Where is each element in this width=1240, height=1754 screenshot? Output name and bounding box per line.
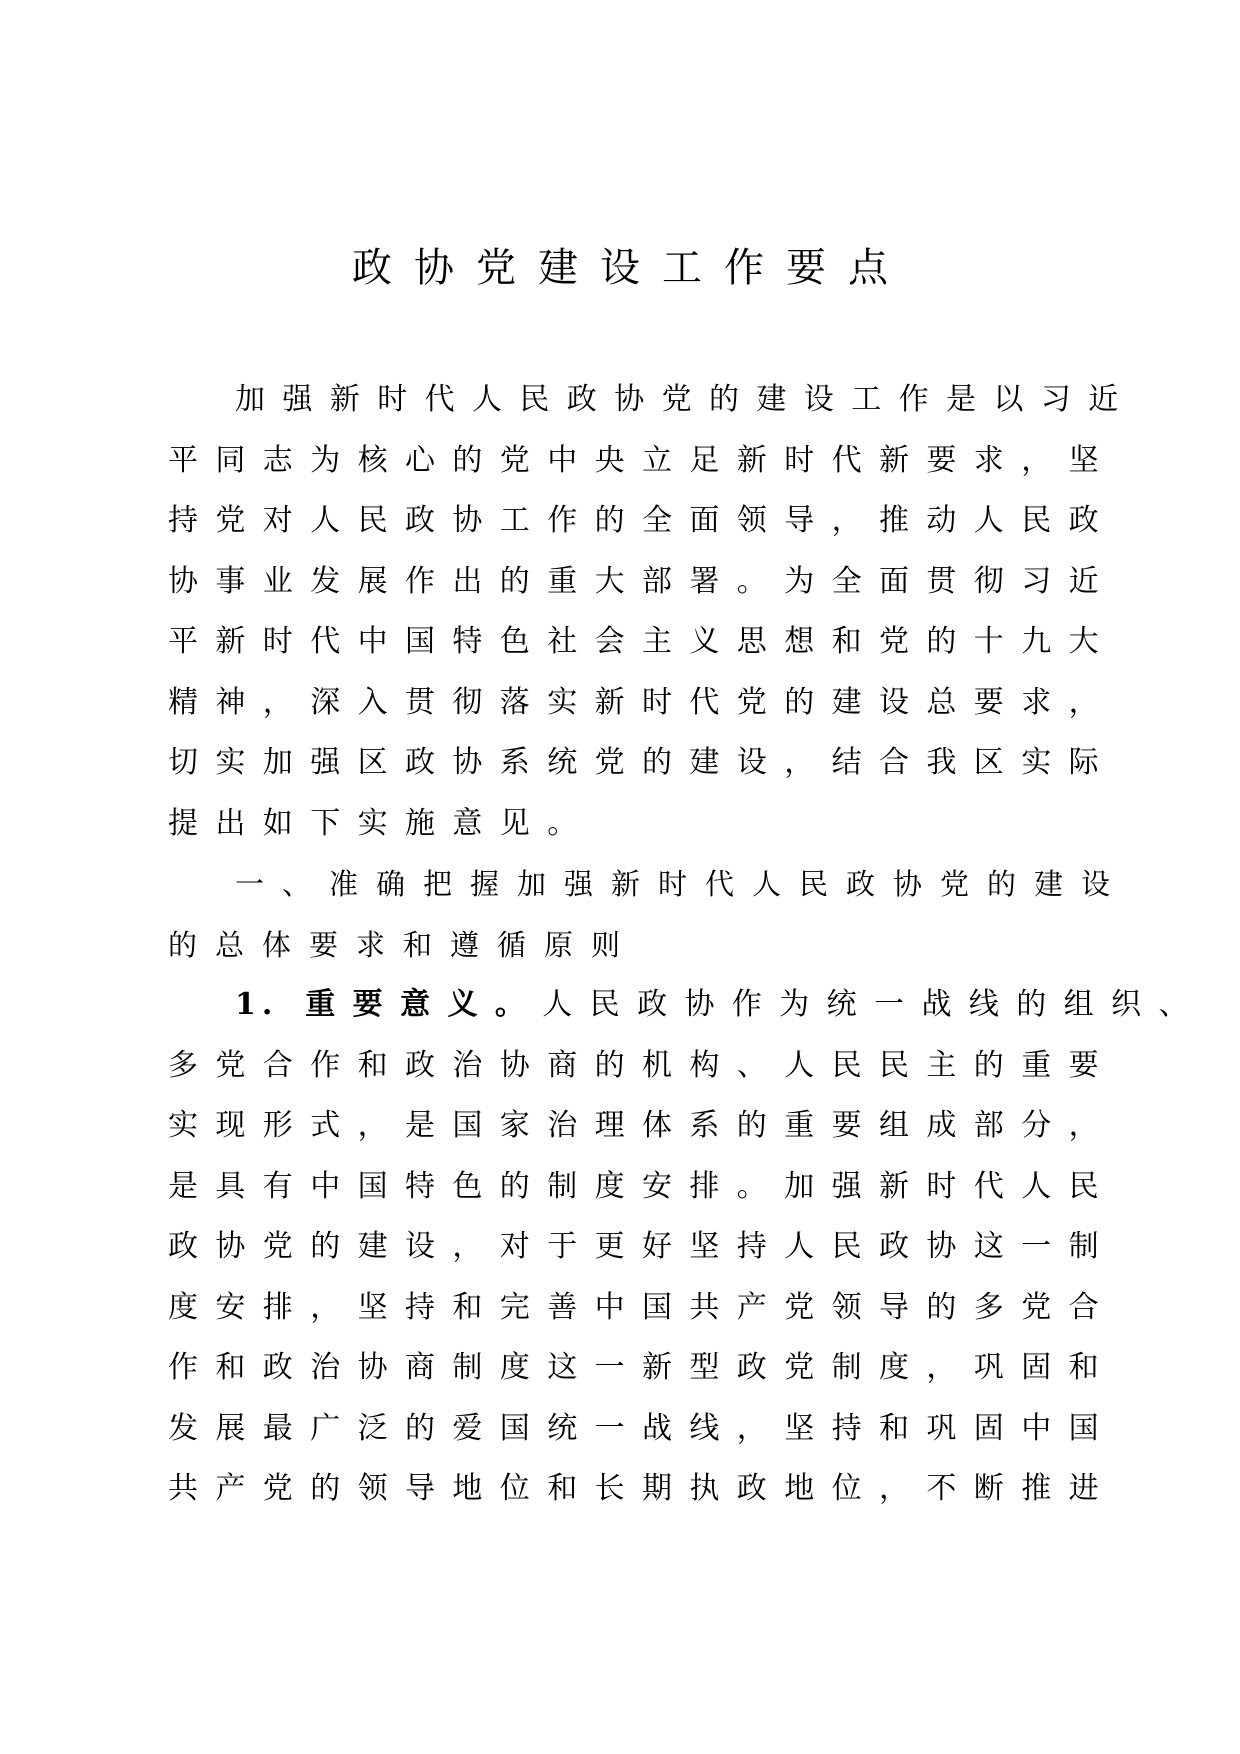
paragraph-line: 加强新时代人民政协党的建设工作是以习近: [235, 382, 1136, 417]
paragraph-line: 政协党的建设，对于更好坚持人民政协这一制: [168, 1229, 1116, 1264]
paragraph-line: 作和政治协商制度这一新型政党制度，巩固和: [168, 1350, 1116, 1385]
paragraph-line: 提出如下实施意见。: [168, 805, 595, 841]
paragraph-line: 持党对人民政协工作的全面领导，推动人民政: [168, 503, 1116, 538]
subsection-number: 1.: [235, 987, 279, 1022]
paragraph-line: 度安排，坚持和完善中国共产党领导的多党合: [168, 1289, 1116, 1325]
document-title: 政协党建设工作要点: [352, 245, 910, 291]
paragraph-line: 发展最广泛的爱国统一战线，坚持和巩固中国: [168, 1410, 1116, 1446]
paragraph-line: 协事业发展作出的重大部署。为全面贯彻习近: [168, 563, 1116, 599]
paragraph-line: 是具有中国特色的制度安排。加强新时代人民: [168, 1168, 1116, 1204]
subsection-text: 人民政协作为统一战线的组织、: [542, 987, 1206, 1022]
intro-paragraph: [168, 370, 1136, 854]
subsection-paragraph: [168, 975, 1206, 1520]
subsection-heading: 重要意义。: [305, 987, 543, 1022]
paragraph-line: 精神，深入贯彻落实新时代党的建设总要求，: [168, 684, 1116, 720]
paragraph-line: 平新时代中国特色社会主义思想和党的十九大: [168, 624, 1116, 659]
section-heading-line: 一、准确把握加强新时代人民政协党的建设: [235, 867, 1129, 901]
paragraph-line: 平同志为核心的党中央立足新时代新要求，坚: [168, 442, 1116, 478]
paragraph-line: 实现形式，是国家治理体系的重要组成部分，: [168, 1108, 1116, 1143]
paragraph-line: 共产党的领导地位和长期执政地位，不断推进: [168, 1471, 1116, 1506]
paragraph-line: 切实加强区政协系统党的建设，结合我区实际: [168, 745, 1116, 780]
section-heading: [168, 854, 1129, 975]
subsection-first-line: [168, 975, 1206, 1036]
section-heading-line: 的总体要求和遵循原则: [168, 927, 639, 962]
paragraph-line: 多党合作和政治协商的机构、人民民主的重要: [168, 1047, 1116, 1083]
document-body: [168, 370, 1206, 1520]
